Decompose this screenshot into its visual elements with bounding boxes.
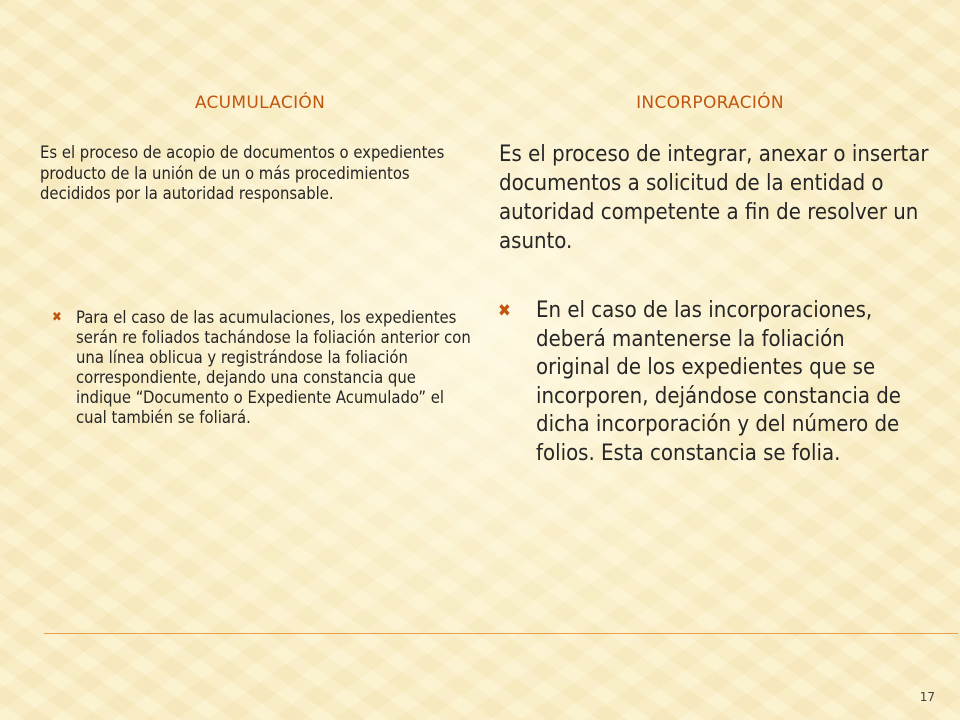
footer-divider — [44, 633, 958, 634]
x-mark-icon: ✖ — [52, 310, 62, 325]
left-bullet-item — [52, 308, 472, 428]
right-bullet-item — [498, 297, 918, 468]
left-heading: ACUMULACIÓN — [194, 93, 326, 113]
left-paragraph: Es el proceso de acopio de documentos o expedientes producto de la unión de un o más procedimientos decididos por la autoridad responsable. — [40, 143, 445, 203]
page-number: 17 — [919, 690, 935, 704]
x-mark-icon: ✖ — [498, 301, 511, 321]
right-heading: INCORPORACIÓN — [636, 93, 784, 113]
right-paragraph: Es el proceso de integrar, anexar o insertar documentos a solicitud de la entidad o autoridad competente a fin de resolver un asunto. — [499, 142, 929, 254]
right-bullet-text: En el caso de las incorporaciones, deberá mantenerse la foliación original de los expedientes que se incorporen, dejándose constancia de dicha incorporación y del número de folios. Esta constancia se folia. — [536, 298, 901, 466]
left-bullet-text: Para el caso de las acumulaciones, los expedientes serán re foliados tachándose la foliación anterior con una línea oblicua y registrándose la foliación correspondiente, dejando una constancia que indique “Documento o Expediente Acumulado” el cual también se foliará. — [76, 308, 471, 427]
